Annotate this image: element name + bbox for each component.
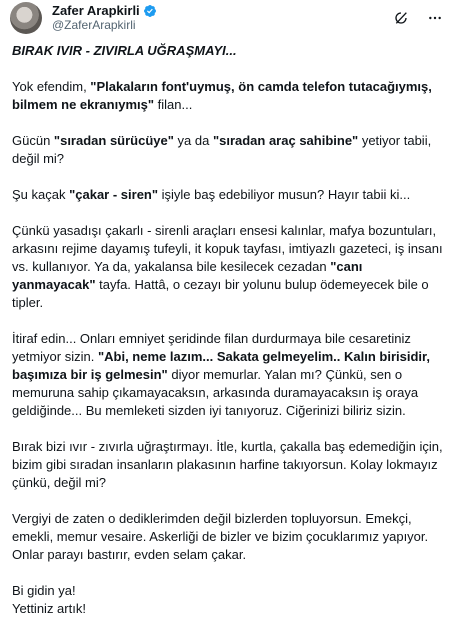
text: Yok efendim, [12,79,91,94]
post-paragraph-5 [12,330,447,420]
post-header [12,0,447,36]
text: yetiyor tabii, değil mi? [12,133,432,166]
author-name-row [52,3,157,18]
verified-badge-icon [143,4,157,18]
post-paragraph-7: Vergiyi de zaten o dediklerimden değil bizlerden topluyorsun. Emekçi, emekli, memur vesaire. Askerliği de bizler ve bizim çocuklarımız yapıyor. Onlar parayı bastırır, evden selam çakar. [12,511,429,562]
author-handle[interactable]: @ZaferArapkirli [52,18,136,32]
text: Yettiniz artık! [12,601,86,616]
post-paragraph-1 [12,78,447,114]
text: işiyle baş edebiliyor musun? Hayır tabii ki... [158,187,411,202]
bold-text: "Plakaların font'uymuş, ön camda telefon tutacağıymış, bilmem ne ekranıymış" [12,79,432,112]
post-paragraph-6: Bırak bizi ıvır - zıvırla uğraştırmayı. İtle, kurtla, çakalla baş edemediğin için, bizim gibi sıradan insanların plakasının harfine takıyorsun. Kolay lokmayız çünkü, değil mi? [12,439,443,490]
text: Bi gidin ya! [12,583,76,598]
post-paragraph-8 [12,582,447,618]
post-paragraph-4 [12,222,447,312]
bold-text: "çakar - siren" [69,187,159,202]
text: tayfa. Hattâ, o cezayı bir yolunu bulup ödemeyecek bile o tipler. [12,277,429,310]
author-display-name[interactable]: Zafer Arapkirli [52,3,140,18]
post-headline: BIRAK IVIR - ZIVIRLA UĞRAŞMAYI... [12,43,237,58]
author-info [52,3,157,33]
avatar[interactable] [10,2,42,34]
bold-text: "sıradan araç sahibine" [212,133,359,148]
text: ya da [173,133,213,148]
post-actions [393,10,447,26]
bold-text: "canı yanmayacak" [12,259,363,292]
text: filan... [154,97,193,112]
bold-text: "sıradan sürücüye" [53,133,174,148]
post-paragraph-3 [12,186,447,204]
text: Çünkü yasadışı çakarlı - sirenli araçları ensesi kalınlar, mafya bozuntuları, arkasını rejime dayamış tufeyli, it kopuk tayfası, imtiyazlı gazeteci, iş insanı vs. kullanıyor. Ya da, yakalansa bile kesilecek cezadan [12,223,443,274]
post-paragraph-2 [12,132,447,168]
grok-slash-icon[interactable] [393,10,409,26]
text: Şu kaçak [12,187,70,202]
text: diyor memurlar. Yalan mı? Çünkü, sen o memuruna sahip çıkamayacaksın, arkasında duramayacaksın iş oraya geldiğinde... Bu memleketi sizden iyi tanıyoruz. Ciğerinizi biliriz sizin. [12,367,419,418]
post-body [12,42,447,618]
text: İtiraf edin... Onları emniyet şeridinde filan durdurmaya bile cesaretiniz yetmiyor sizin. [12,331,411,364]
bold-text: "Abi, neme lazım... Sakata gelmeyelim.. Kalın birisidir, başımıza bir iş gelmesin" [12,349,430,382]
text: Gücün [12,133,54,148]
more-options-icon[interactable] [427,10,443,26]
